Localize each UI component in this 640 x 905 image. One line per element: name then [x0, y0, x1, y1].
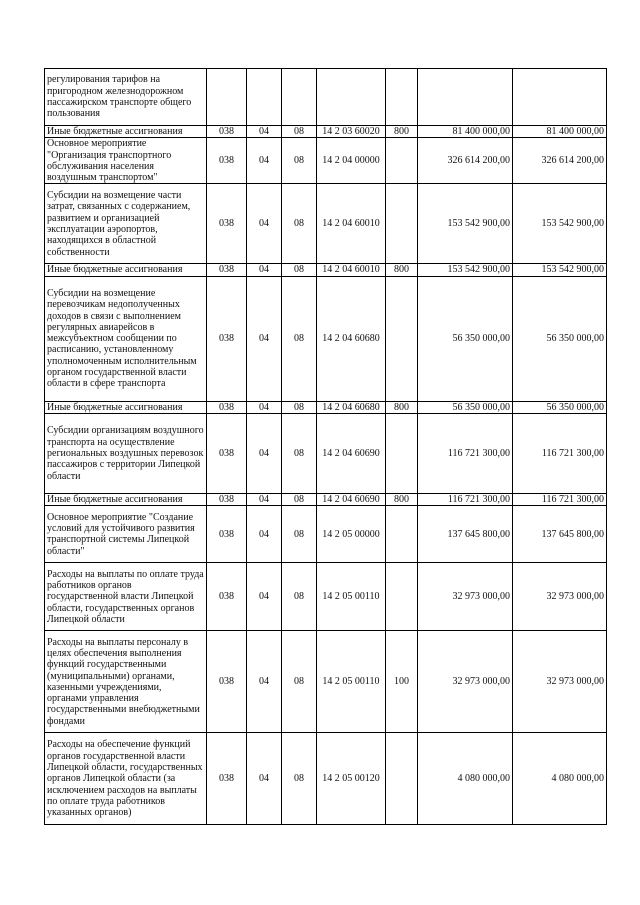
expense-type-cell: 800	[386, 494, 418, 506]
row-name-cell: Расходы на выплаты персоналу в целях обеспечения выполнения функций государственными (муниципальными) органами, казенными учреждениями, органами управления государственными внебюджетными фондами	[45, 631, 207, 733]
target-article-cell: 14 2 05 00000	[317, 506, 386, 563]
expense-type-cell	[386, 506, 418, 563]
table-row	[45, 264, 607, 276]
row-name-cell: Субсидии на возмещение части затрат, связанных с содержанием, развитием и организацией эксплуатации аэропортов, находящихся в областной собственности	[45, 184, 207, 264]
table-row	[45, 138, 607, 184]
amount-year1-cell	[418, 69, 513, 126]
target-article-cell	[317, 69, 386, 126]
expense-type-cell	[386, 69, 418, 126]
subsection-code-cell: 08	[282, 138, 317, 184]
section-code-cell: 04	[247, 184, 282, 264]
table-row	[45, 733, 607, 825]
expense-type-cell: 800	[386, 264, 418, 276]
section-code-cell: 04	[247, 494, 282, 506]
admin-code-cell: 038	[207, 276, 247, 401]
table-row	[45, 414, 607, 494]
target-article-cell: 14 2 05 00110	[317, 563, 386, 631]
amount-year1-cell: 56 350 000,00	[418, 401, 513, 413]
subsection-code-cell: 08	[282, 184, 317, 264]
subsection-code-cell	[282, 69, 317, 126]
section-code-cell	[247, 69, 282, 126]
amount-year2-cell	[513, 69, 607, 126]
row-name-cell: Субсидии на возмещение перевозчикам недополученных доходов в связи с выполнением регулярных авиарейсов в межсубъектном сообщении по расписанию, установленному уполномоченным исполнительным органом государственной власти области в сфере транспорта	[45, 276, 207, 401]
section-code-cell: 04	[247, 563, 282, 631]
amount-year1-cell: 32 973 000,00	[418, 563, 513, 631]
row-name-cell: Расходы на выплаты по оплате труда работников органов государственной власти Липецкой области, государственных органов Липецкой области	[45, 563, 207, 631]
amount-year2-cell: 153 542 900,00	[513, 184, 607, 264]
row-name-cell: Иные бюджетные ассигнования	[45, 264, 207, 276]
target-article-cell: 14 2 04 60680	[317, 401, 386, 413]
section-code-cell: 04	[247, 138, 282, 184]
amount-year2-cell: 32 973 000,00	[513, 563, 607, 631]
row-name-cell: Субсидии организациям воздушного транспорта на осуществление региональных воздушных перевозок пассажиров с территории Липецкой области	[45, 414, 207, 494]
target-article-cell: 14 2 05 00120	[317, 733, 386, 825]
expense-type-cell	[386, 414, 418, 494]
table-row	[45, 506, 607, 563]
target-article-cell: 14 2 04 60010	[317, 184, 386, 264]
document-page	[44, 68, 606, 825]
expense-type-cell: 100	[386, 631, 418, 733]
subsection-code-cell: 08	[282, 631, 317, 733]
amount-year2-cell: 116 721 300,00	[513, 414, 607, 494]
subsection-code-cell: 08	[282, 563, 317, 631]
row-name-cell: Расходы на обеспечение функций органов государственной власти Липецкой области, государственных органов Липецкой области (за исключением расходов на выплаты по оплате труда работников указанных органов)	[45, 733, 207, 825]
section-code-cell: 04	[247, 506, 282, 563]
subsection-code-cell: 08	[282, 264, 317, 276]
target-article-cell: 14 2 04 00000	[317, 138, 386, 184]
subsection-code-cell: 08	[282, 733, 317, 825]
amount-year1-cell: 326 614 200,00	[418, 138, 513, 184]
target-article-cell: 14 2 04 60680	[317, 276, 386, 401]
row-name-cell: Иные бюджетные ассигнования	[45, 126, 207, 138]
subsection-code-cell: 08	[282, 401, 317, 413]
amount-year2-cell: 137 645 800,00	[513, 506, 607, 563]
section-code-cell: 04	[247, 631, 282, 733]
amount-year2-cell: 81 400 000,00	[513, 126, 607, 138]
admin-code-cell: 038	[207, 733, 247, 825]
target-article-cell: 14 2 04 60690	[317, 494, 386, 506]
table-body	[45, 69, 607, 825]
subsection-code-cell: 08	[282, 276, 317, 401]
table-row	[45, 184, 607, 264]
amount-year1-cell: 4 080 000,00	[418, 733, 513, 825]
row-name-cell: регулирования тарифов на пригородном железнодорожном пассажирском транспорте общего пользования	[45, 69, 207, 126]
table-row	[45, 494, 607, 506]
amount-year2-cell: 326 614 200,00	[513, 138, 607, 184]
table-row	[45, 563, 607, 631]
amount-year1-cell: 153 542 900,00	[418, 264, 513, 276]
section-code-cell: 04	[247, 276, 282, 401]
expense-type-cell	[386, 563, 418, 631]
amount-year2-cell: 153 542 900,00	[513, 264, 607, 276]
expense-type-cell: 800	[386, 126, 418, 138]
amount-year1-cell: 137 645 800,00	[418, 506, 513, 563]
admin-code-cell: 038	[207, 138, 247, 184]
amount-year1-cell: 81 400 000,00	[418, 126, 513, 138]
table-row	[45, 276, 607, 401]
admin-code-cell: 038	[207, 126, 247, 138]
amount-year1-cell: 56 350 000,00	[418, 276, 513, 401]
row-name-cell: Основное мероприятие "Организация транспортного обслуживания населения воздушным транспортом"	[45, 138, 207, 184]
table-row	[45, 631, 607, 733]
subsection-code-cell: 08	[282, 494, 317, 506]
amount-year2-cell: 56 350 000,00	[513, 276, 607, 401]
expense-type-cell	[386, 276, 418, 401]
amount-year2-cell: 56 350 000,00	[513, 401, 607, 413]
admin-code-cell: 038	[207, 506, 247, 563]
row-name-cell: Иные бюджетные ассигнования	[45, 401, 207, 413]
section-code-cell: 04	[247, 414, 282, 494]
amount-year2-cell: 116 721 300,00	[513, 494, 607, 506]
row-name-cell: Иные бюджетные ассигнования	[45, 494, 207, 506]
admin-code-cell: 038	[207, 563, 247, 631]
section-code-cell: 04	[247, 401, 282, 413]
table-row	[45, 401, 607, 413]
expense-type-cell: 800	[386, 401, 418, 413]
admin-code-cell: 038	[207, 414, 247, 494]
table-row	[45, 69, 607, 126]
amount-year1-cell: 116 721 300,00	[418, 414, 513, 494]
admin-code-cell: 038	[207, 401, 247, 413]
subsection-code-cell: 08	[282, 126, 317, 138]
amount-year1-cell: 116 721 300,00	[418, 494, 513, 506]
admin-code-cell: 038	[207, 494, 247, 506]
section-code-cell: 04	[247, 733, 282, 825]
target-article-cell: 14 2 05 00110	[317, 631, 386, 733]
amount-year1-cell: 153 542 900,00	[418, 184, 513, 264]
target-article-cell: 14 2 04 60010	[317, 264, 386, 276]
section-code-cell: 04	[247, 126, 282, 138]
expense-type-cell	[386, 184, 418, 264]
admin-code-cell: 038	[207, 631, 247, 733]
subsection-code-cell: 08	[282, 414, 317, 494]
table-row	[45, 126, 607, 138]
expense-type-cell	[386, 733, 418, 825]
amount-year1-cell: 32 973 000,00	[418, 631, 513, 733]
amount-year2-cell: 4 080 000,00	[513, 733, 607, 825]
amount-year2-cell: 32 973 000,00	[513, 631, 607, 733]
row-name-cell: Основное мероприятие "Создание условий для устойчивого развития транспортной системы Липецкой области"	[45, 506, 207, 563]
target-article-cell: 14 2 03 60020	[317, 126, 386, 138]
admin-code-cell	[207, 69, 247, 126]
budget-table	[44, 68, 607, 825]
expense-type-cell	[386, 138, 418, 184]
target-article-cell: 14 2 04 60690	[317, 414, 386, 494]
admin-code-cell: 038	[207, 184, 247, 264]
section-code-cell: 04	[247, 264, 282, 276]
admin-code-cell: 038	[207, 264, 247, 276]
subsection-code-cell: 08	[282, 506, 317, 563]
